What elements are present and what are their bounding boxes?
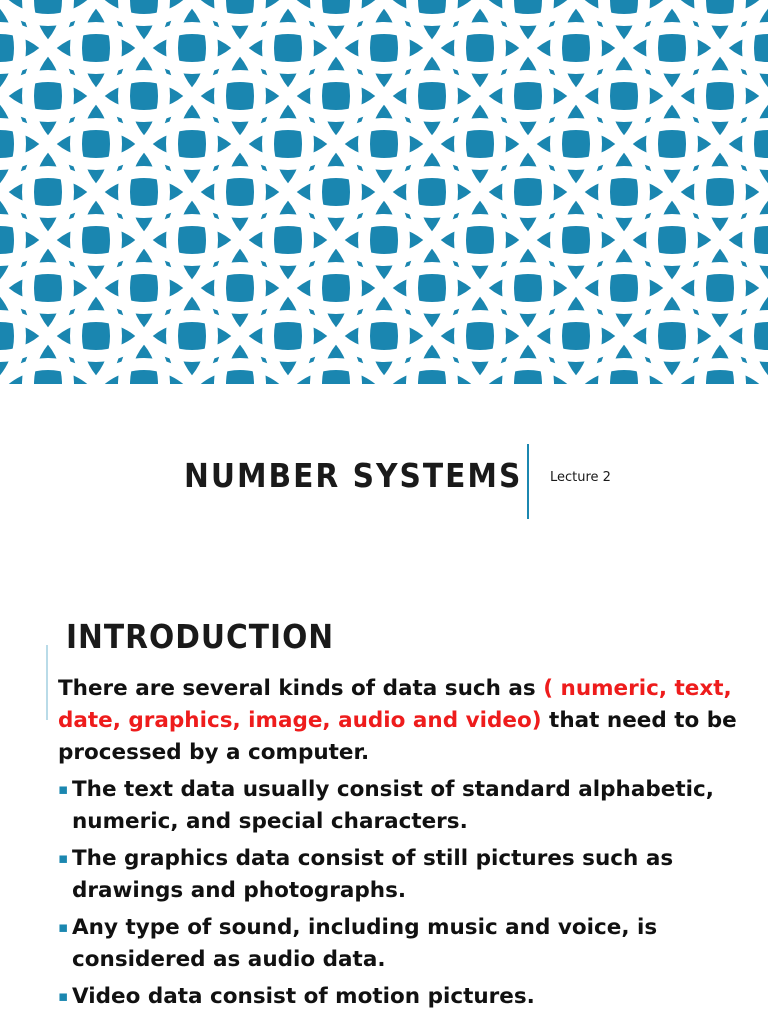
circle-pattern-graphic [0, 0, 768, 384]
content-divider [46, 645, 48, 720]
intro-paragraph [58, 673, 758, 769]
lecture-label: Lecture 2 [550, 470, 611, 485]
slide-title: NUMBER SYSTEMS [184, 456, 523, 495]
bullet-text: The graphics data consist of still pictures such as drawings and photographs. [72, 846, 674, 903]
bullet-text: The text data usually consist of standard alphabetic, numeric, and special characters. [72, 777, 714, 834]
list-item [58, 981, 758, 1013]
bullet-icon: ▪ [58, 987, 69, 1005]
intro-highlight: ( numeric, text, date, graphics, image, audio and video) [58, 676, 732, 733]
intro-text-start: There are several kinds of data such as [58, 676, 544, 701]
bullet-text: Video data consist of motion pictures. [72, 984, 535, 1009]
bullet-text: Any type of sound, including music and voice, is considered as audio data. [72, 915, 658, 972]
decorative-banner [0, 0, 768, 384]
section-heading: INTRODUCTION [66, 617, 335, 656]
list-item [58, 843, 758, 907]
slide-body [58, 673, 758, 1013]
intro-text-end: that need to be processed by a computer. [58, 708, 737, 765]
bullet-icon: ▪ [58, 849, 69, 867]
list-item [58, 774, 758, 838]
list-item [58, 912, 758, 976]
bullet-icon: ▪ [58, 780, 69, 798]
bullet-icon: ▪ [58, 918, 69, 936]
title-divider [527, 444, 529, 519]
